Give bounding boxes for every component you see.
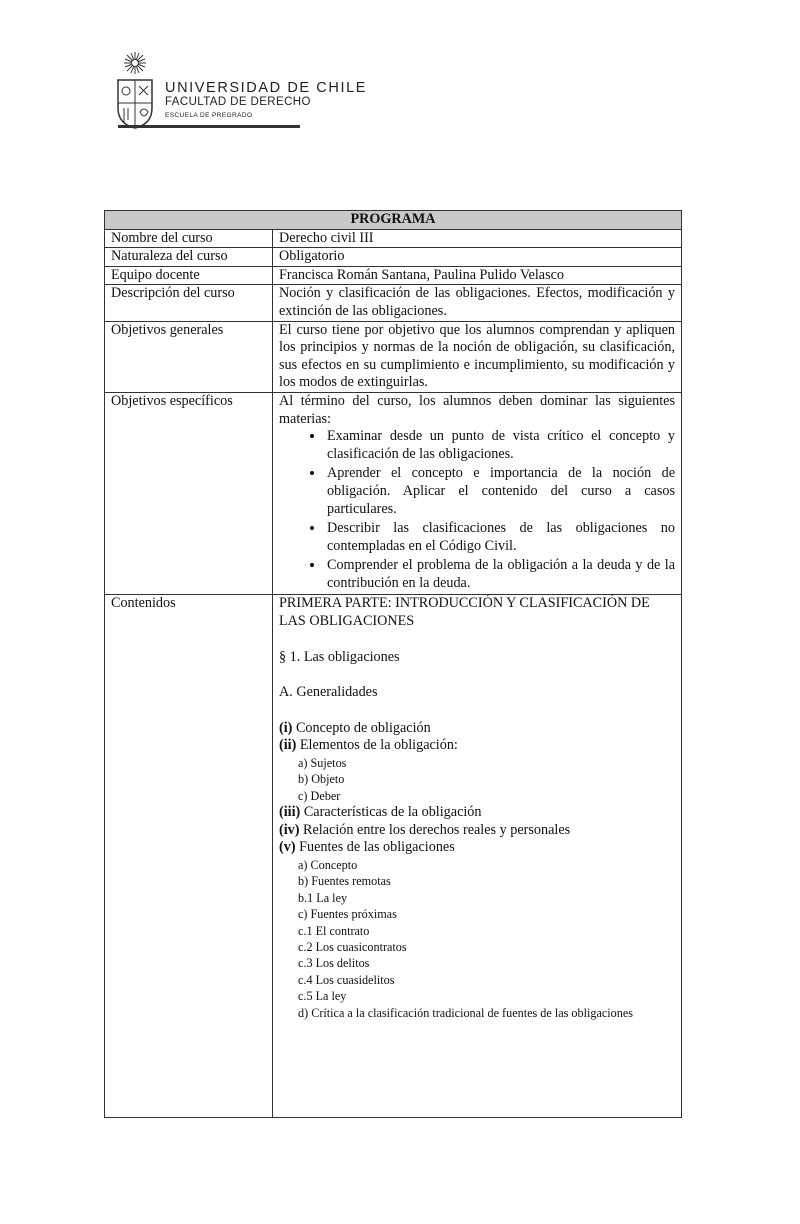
table-row <box>105 229 682 248</box>
contents-subitem: b) Fuentes remotas <box>298 874 391 889</box>
contents-item-number: (iii) <box>279 804 301 821</box>
list-item: • Aprender el concepto e importancia de la noción de obligación. Aplicar el contenido del curso a casos particulares. <box>325 465 675 518</box>
contents-item <box>279 804 675 822</box>
row-label-specific-objectives: Objetivos específicos <box>105 392 273 595</box>
row-label-description: Descripción del curso <box>105 285 273 321</box>
row-label-contents: Contenidos <box>105 595 273 1118</box>
table-row <box>105 248 682 267</box>
school-name: ESCUELA DE PREGRADO <box>165 112 253 119</box>
specific-objectives-intro: Al término del curso, los alumnos deben dominar las siguientes materias: <box>279 392 675 427</box>
contents-subitem: c) Deber <box>298 788 341 803</box>
header-rule <box>118 125 300 128</box>
program-title: PROGRAMA <box>105 211 682 230</box>
contents-item <box>279 737 675 755</box>
row-label-course-name: Nombre del curso <box>105 229 273 248</box>
row-label-general-objectives: Objetivos generales <box>105 321 273 392</box>
row-value-general-objectives: El curso tiene por objetivo que los alumnos comprendan y apliquen los principios y normas de la noción de obligación, su clasificación, sus efectos en su cumplimiento e incumplimiento, su modificación y los modos de extinguirlas. <box>273 321 682 392</box>
row-value-contents <box>273 595 682 1118</box>
faculty-name: FACULTAD DE DERECHO <box>165 96 311 108</box>
row-value-course-name: Derecho civil III <box>273 229 682 248</box>
contents-subitem: c.2 Los cuasicontratos <box>298 940 407 955</box>
contents-item <box>279 839 675 857</box>
contents-subitem: b) Objeto <box>298 772 345 787</box>
contents-subitem: c.5 La ley <box>298 989 347 1004</box>
contents-subitem: b.1 La ley <box>298 890 348 905</box>
table-row <box>105 321 682 392</box>
contents-item-number: (ii) <box>279 737 297 754</box>
contents-subitem: a) Concepto <box>298 858 358 873</box>
table-row <box>105 392 682 595</box>
contents-subitem: c.4 Los cuasidelitos <box>298 972 395 987</box>
program-table <box>104 210 682 1118</box>
row-label-teaching-team: Equipo docente <box>105 266 273 285</box>
contents-item-text: Concepto de obligación <box>292 719 431 736</box>
contents-item-number: (iv) <box>279 821 300 838</box>
row-value-nature: Obligatorio <box>273 248 682 267</box>
list-item: • Comprender el problema de la obligación a la deuda y de la contribución en la deuda. <box>325 557 675 592</box>
row-value-specific-objectives <box>273 392 682 595</box>
contents-subitem: c.3 Los delitos <box>298 956 370 971</box>
list-item: • Examinar desde un punto de vista crítico el concepto y clasificación de las obligaciones. <box>325 428 675 463</box>
specific-objectives-list <box>279 428 675 592</box>
contents-item-text: Relación entre los derechos reales y personales <box>299 821 571 838</box>
contents-subitem: a) Sujetos <box>298 756 347 771</box>
contents-item-text: Fuentes de las obligaciones <box>295 839 455 856</box>
table-row <box>105 285 682 321</box>
contents-item-number: (i) <box>279 719 293 736</box>
contents-item-text: Características de la obligación <box>300 804 482 821</box>
contents-item-number: (v) <box>279 839 296 856</box>
contents-item-text: Elementos de la obligación: <box>296 737 458 754</box>
contents-subitem: d) Crítica a la clasificación tradicional de fuentes de las obligaciones <box>298 1005 634 1020</box>
row-label-nature: Naturaleza del curso <box>105 248 273 267</box>
list-item: • Describir las clasificaciones de las obligaciones no contempladas en el Código Civil. <box>325 520 675 555</box>
contents-item <box>279 822 675 840</box>
row-value-teaching-team: Francisca Román Santana, Paulina Pulido Velasco <box>273 266 682 285</box>
contents-subitem: c) Fuentes próximas <box>298 907 397 922</box>
table-title-row <box>105 211 682 230</box>
contents-subitem: c.1 El contrato <box>298 923 370 938</box>
contents-part-title: PRIMERA PARTE: INTRODUCCIÓN Y CLASIFICACIÓN DE LAS OBLIGACIONES <box>279 595 650 630</box>
contents-subsection: A. Generalidades <box>279 684 378 701</box>
contents-section: § 1. Las obligaciones <box>279 648 400 665</box>
table-row <box>105 266 682 285</box>
row-value-description: Noción y clasificación de las obligaciones. Efectos, modificación y extinción de las obligaciones. <box>273 285 682 321</box>
table-row <box>105 595 682 1118</box>
contents-item <box>279 720 675 738</box>
university-name: UNIVERSIDAD DE CHILE <box>165 80 368 96</box>
